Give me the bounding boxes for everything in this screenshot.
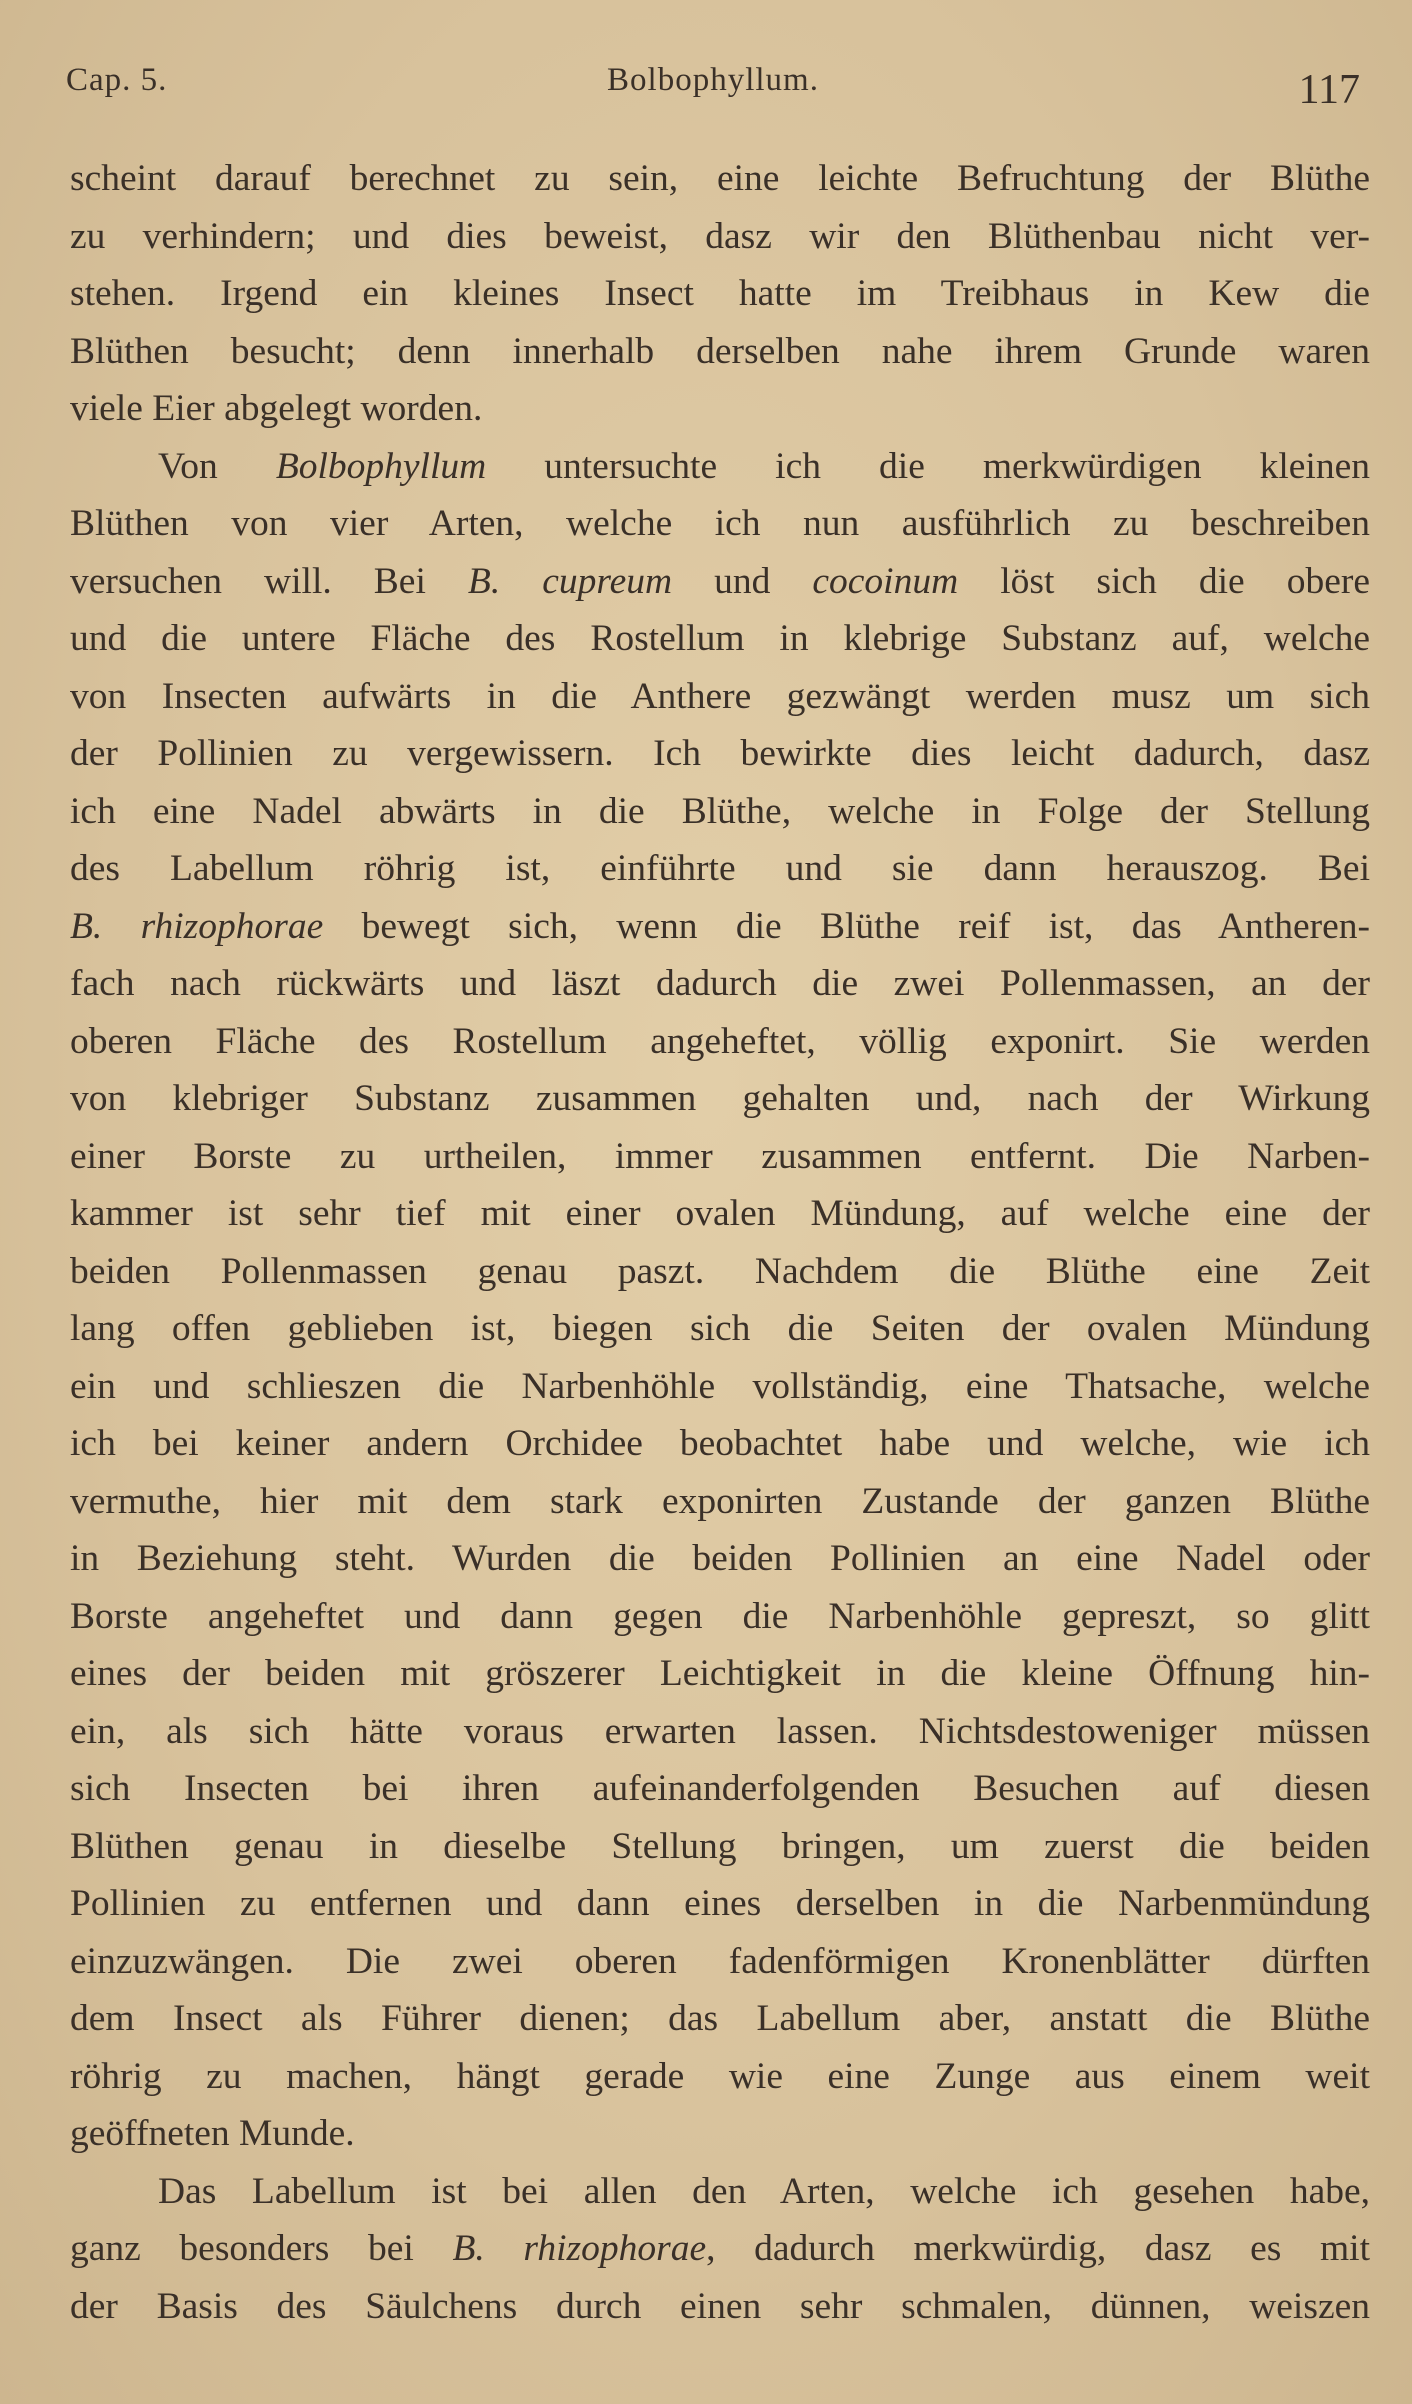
text-line: sich Insecten bei ihren aufeinanderfolgenden Besuchen auf diesen xyxy=(70,1768,1370,1809)
text-segment: löst sich die obere xyxy=(958,560,1370,602)
text-line: ich eine Nadel abwärts in die Blüthe, welche in Folge der Stellung xyxy=(70,790,1370,832)
running-header xyxy=(66,52,1360,122)
text-segment: untersuchte ich die merkwürdigen kleinen xyxy=(486,445,1370,487)
text-line: der Pollinien zu vergewissern. Ich bewirkte dies leicht dadurch, dasz xyxy=(70,733,1370,774)
text-line: des Labellum röhrig ist, einführte und sie dann herauszog. Bei xyxy=(70,848,1370,889)
text-line xyxy=(70,898,1370,956)
text-line: fach nach rückwärts und läszt dadurch die zwei Pollenmassen, an der xyxy=(70,963,1370,1004)
text-line: ich bei keiner andern Orchidee beobachtet habe und welche, wie ich xyxy=(70,1423,1370,1464)
text-line: oberen Fläche des Rostellum angeheftet, völlig exponirt. Sie werden xyxy=(70,1020,1370,1062)
text-line: viele Eier abgelegt worden. xyxy=(70,388,483,429)
text-line: der Basis des Säulchens durch einen sehr schmalen, dünnen, weiszen xyxy=(70,2285,1370,2327)
text-line: geöffneten Munde. xyxy=(70,2113,355,2154)
text-line: einzuzwängen. Die zwei oberen fadenförmigen Kronenblätter dürften xyxy=(70,1940,1370,1982)
text-line: dem Insect als Führer dienen; das Labellum aber, anstatt die Blüthe xyxy=(70,1998,1370,2039)
italic-text: cocoinum xyxy=(812,560,959,602)
text-line xyxy=(70,553,1370,611)
page-number: 117 xyxy=(1298,67,1360,113)
text-line: kammer ist sehr tief mit einer ovalen Mündung, auf welche eine der xyxy=(70,1193,1370,1234)
text-line: Borste angeheftet und dann gegen die Narbenhöhle gepreszt, so glitt xyxy=(70,1595,1370,1637)
text-line: Das Labellum ist bei allen den Arten, welche ich gesehen habe, xyxy=(158,2170,1370,2212)
text-line: zu verhindern; und dies beweist, dasz wir den Blüthenbau nicht ver- xyxy=(70,215,1370,257)
text-line: und die untere Fläche des Rostellum in klebrige Substanz auf, welche xyxy=(70,618,1370,659)
text-segment: , dadurch merkwürdig, dasz es mit xyxy=(706,2228,1370,2269)
text-line xyxy=(70,438,1370,496)
italic-text: Bolbophyllum xyxy=(275,445,487,487)
text-line: ein, als sich hätte voraus erwarten lassen. Nichtsdestoweniger müssen xyxy=(70,1710,1370,1752)
text-line: Blüthen von vier Arten, welche ich nun ausführlich zu beschreiben xyxy=(70,503,1370,544)
body-text xyxy=(70,150,1370,2335)
text-line: vermuthe, hier mit dem stark exponirten Zustande der ganzen Blüthe xyxy=(70,1480,1370,1522)
italic-text: B. rhizophorae xyxy=(70,905,324,947)
text-line: scheint darauf berechnet zu sein, eine leichte Befruchtung der Blüthe xyxy=(70,158,1370,199)
chapter-label: Cap. 5. xyxy=(66,62,168,98)
text-line: röhrig zu machen, hängt gerade wie eine Zunge aus einem weit xyxy=(70,2055,1370,2097)
text-line xyxy=(70,2220,1370,2278)
text-segment: bewegt sich, wenn die Blüthe reif ist, das Antheren- xyxy=(323,905,1370,947)
text-line: in Beziehung steht. Wurden die beiden Pollinien an eine Nadel oder xyxy=(70,1538,1370,1579)
text-segment: ganz besonders bei xyxy=(70,2228,453,2269)
text-line: Blüthen genau in dieselbe Stellung bringen, um zuerst die beiden xyxy=(70,1825,1370,1867)
text-line: von Insecten aufwärts in die Anthere gezwängt werden musz um sich xyxy=(70,675,1370,717)
text-line: lang offen geblieben ist, biegen sich die Seiten der ovalen Mündung xyxy=(70,1308,1370,1349)
text-segment: Von xyxy=(158,445,276,487)
text-line: stehen. Irgend ein kleines Insect hatte im Treibhaus in Kew die xyxy=(70,273,1370,314)
text-line: Pollinien zu entfernen und dann eines derselben in die Narbenmündung xyxy=(70,1883,1370,1924)
text-segment: und xyxy=(672,560,813,602)
running-title: Bolbophyllum. xyxy=(607,62,819,98)
text-line: eines der beiden mit gröszerer Leichtigkeit in die kleine Öffnung hin- xyxy=(70,1653,1370,1694)
italic-text: B. rhizophorae xyxy=(452,2228,707,2269)
text-line: einer Borste zu urtheilen, immer zusammen entfernt. Die Narben- xyxy=(70,1135,1370,1177)
text-line: Blüthen besucht; denn innerhalb derselben nahe ihrem Grunde waren xyxy=(70,330,1370,372)
italic-text: B. cupreum xyxy=(467,560,673,602)
text-line: beiden Pollenmassen genau paszt. Nachdem die Blüthe eine Zeit xyxy=(70,1250,1370,1292)
text-line: ein und schlieszen die Narbenhöhle vollständig, eine Thatsache, welche xyxy=(70,1365,1370,1407)
text-segment: versuchen will. Bei xyxy=(70,560,468,602)
text-line: von klebriger Substanz zusammen gehalten und, nach der Wirkung xyxy=(70,1078,1370,1119)
